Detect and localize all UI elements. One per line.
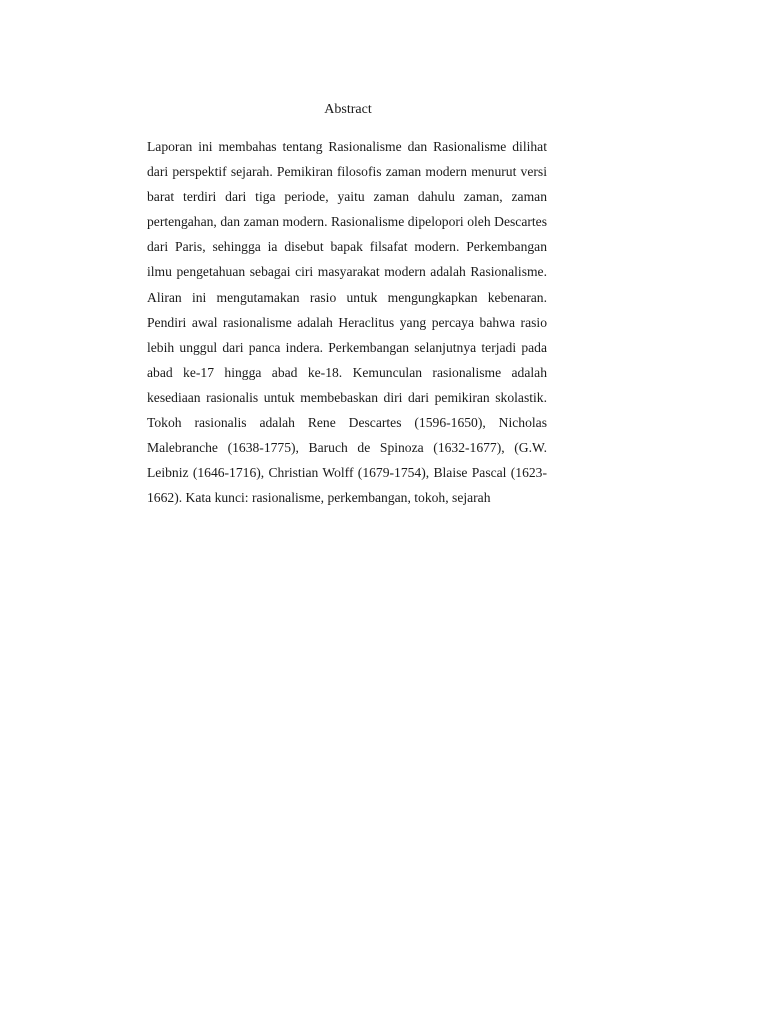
abstract-body: Laporan ini membahas tentang Rasionalisme dan Rasionalisme dilihat dari perspektif sejarah. Pemikiran filosofis zaman modern menurut versi barat terdiri dari tiga periode, yaitu zaman dahulu zaman, zaman pertengahan, dan zaman modern. Rasionalisme dipelopori oleh Descartes dari Paris, sehingga ia disebut bapak filsafat modern. Perkembangan ilmu pengetahuan sebagai ciri masyarakat modern adalah Rasionalisme. Aliran ini mengutamakan rasio untuk mengungkapkan kebenaran. Pendiri awal rasionalisme adalah Heraclitus yang percaya bahwa rasio lebih unggul dari panca indera. Perkembangan selanjutnya terjadi pada abad ke-17 hingga abad ke-18. Kemunculan rasionalisme adalah kesediaan rasionalis untuk membebaskan diri dari pemikiran skolastik. Tokoh rasionalis adalah Rene Descartes (1596-1650), Nicholas Malebranche (1638-1775), Baruch de Spinoza (1632-1677), (G.W. Leibniz (1646-1716), Christian Wolff (1679-1754), Blaise Pascal (1623-1662). Kata kunci: rasionalisme, perkembangan, tokoh, sejarah <box>147 139 547 506</box>
abstract-title: Abstract <box>324 102 372 117</box>
